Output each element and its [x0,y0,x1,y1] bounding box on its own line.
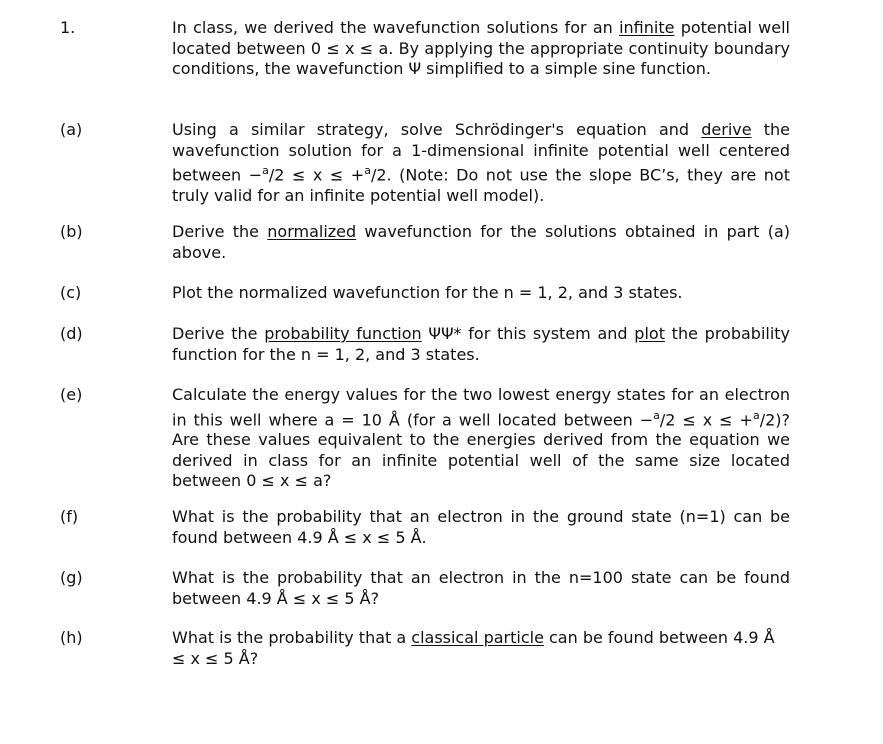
infinite-underlined: infinite [619,18,675,37]
probability-function-underlined: probability function [264,324,422,343]
part-f-label: (f) [60,507,79,526]
part-e-text [172,385,790,492]
part-d-text [172,324,790,365]
text-part: Derive the [172,222,268,241]
superscript-a: a [262,164,269,177]
part-h-label: (h) [60,628,83,647]
intro-text [172,18,790,80]
problem-number: 1. [60,18,76,37]
intro-text-part: In class, we derived the wavefunction solutions for an [172,18,620,37]
part-a-label: (a) [60,120,83,139]
text-part: ΨΨ* for this system and [421,324,635,343]
text-part: Calculate the energy values for the two lowest energy states for an electron in this well where a = 10 Å (for a well located between − [172,385,790,429]
superscript-a: a [364,164,371,177]
part-b-label: (b) [60,222,83,241]
text-part: can be found between 4.9 Å ≤ x ≤ 5 Å? [172,628,775,668]
part-g-label: (g) [60,568,83,587]
part-f-text: What is the probability that an electron in the ground state (n=1) can be found between 4.9 Å ≤ x ≤ 5 Å. [172,507,790,547]
text-part: wavefunction for the solutions obtained in part (a) above. [172,222,790,262]
part-b-text [172,222,790,263]
part-e-label: (e) [60,385,83,404]
normalized-underlined: normalized [267,222,357,241]
text-part: /2 ≤ x ≤ + [659,409,753,429]
classical-particle-underlined: classical particle [411,628,544,647]
text-part: the probability function for the n = 1, 2, and 3 states. [172,324,791,364]
part-c-text: Plot the normalized wavefunction for the n = 1, 2, and 3 states. [172,283,683,302]
part-a-text [172,120,790,206]
derive-underlined: derive [701,120,752,139]
superscript-a: a [752,408,760,422]
text-part: /2. (Note: Do not use the slope BC’s, they are not truly valid for an infinite potential well model). [172,165,790,205]
part-g-text: What is the probability that an electron in the n=100 state can be found between 4.9 Å ≤ x ≤ 5 Å? [172,568,790,608]
text-part: the wavefunction solution for a 1-dimensional infinite potential well centered between − [172,120,791,185]
intro-text-part: potential well located between 0 ≤ x ≤ a. By applying the appropriate continuity boundary conditions, the wavefunction Ψ simplified to a simple sine function. [172,18,790,78]
text-part: /2)? Are these values equivalent to the energies derived from the equation we derived in class for an infinite potential well of the same size located between 0 ≤ x ≤ a? [172,409,790,491]
text-part: Derive the [172,324,265,343]
text-part: What is the probability that a [172,628,412,647]
part-h-text [172,628,790,669]
text-part: Using a similar strategy, solve Schrödinger's equation and [172,120,702,139]
part-d-label: (d) [60,324,83,343]
text-part: /2 ≤ x ≤ + [268,165,365,185]
part-c-label: (c) [60,283,82,302]
plot-underlined: plot [634,324,665,343]
superscript-a: a [653,408,660,422]
